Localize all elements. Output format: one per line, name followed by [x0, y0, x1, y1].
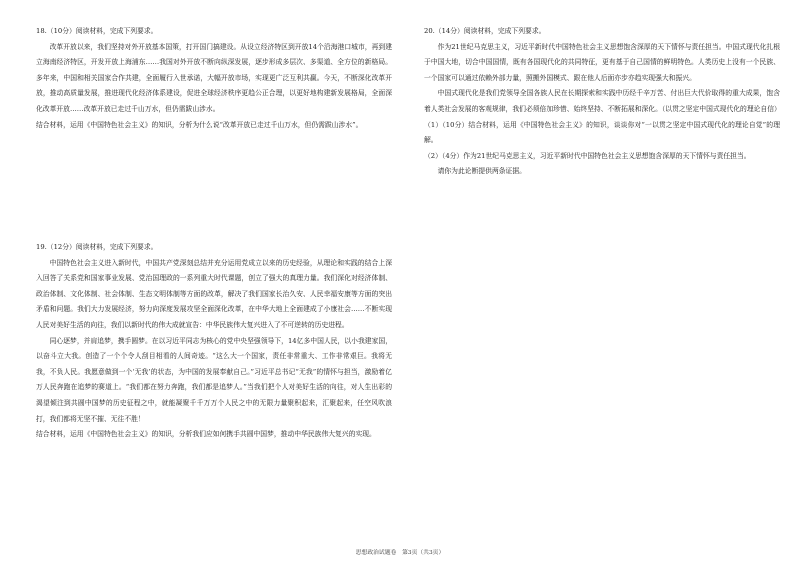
question-20-note: 请你为此论断提供两条证据。: [437, 167, 526, 176]
question-20-sub-2: （2）（4分）作为21世纪马克思主义，习近平新时代中国特色社会主义思想饱含深厚的天下情怀与责任担当。: [424, 151, 751, 160]
page-footer: 思想政治试题卷 第3页（共3页）: [355, 550, 445, 556]
question-18: [36, 24, 392, 133]
question-19-heading: 19.（12分）阅读材料，完成下列要求。: [36, 243, 158, 251]
right-column: [424, 24, 780, 180]
question-20-sub-1: （1）（10分）结合材料，运用《中国特色社会主义》的知识，谈谈你对“一以贯之坚定中国式现代化的理论自觉”的理解。: [424, 120, 780, 145]
question-18-heading: 18.（10分）阅读材料，完成下列要求。: [36, 27, 158, 35]
left-column: [36, 24, 392, 133]
question-20-material-2: 中国式现代化是我们党领导全国各族人民在长期探索和实践中历经千辛万苦、付出巨大代价取得的重大成果，饱含着人类社会发展的客观规律，我们必须倍加珍惜、始终坚持、不断拓展和深化。（以贯之坚定中国式现代化的理论自信）: [424, 89, 781, 113]
question-19-material-1: 中国特色社会主义进入新时代，中国共产党深刻总结并充分运用党成立以来的历史经验，从理论和实践的结合上深入回答了关系党和国家事业发展、党治国理政的一系列重大时代课题，创立了强大的真理力量。我们深化对经济体制、政治体制、文化体制、社会体制、生态文明体制等方面的改革，解决了我们国家长治久安、人民幸福安康等方面的突出矛盾和问题。我们大力发展经济，努力向深度发展攻坚全面深化改革，在中华大地上全面建成了小康社会……不断实现人民对美好生活的向往，我们以新时代的伟大成就宣告：中华民族伟大复兴进入了不可逆转的历史进程。: [36, 258, 392, 329]
question-18-material: 改革开放以来，我们坚持对外开放基本国策，打开国门搞建设。从设立经济特区到开放14个沿海港口城市，再到建立海南经济特区，开发开放上海浦东……我国对外开放不断向纵深发展，逐步形成多层次、多渠道、全方位的新格局。多年来，中国和相关国家合作共建，全面履行入世承诺，大幅开放市场，实现更广泛互利共赢。今天，不断深化改革开放，推动高质量发展，推进现代化经济体系建设，促进全球经济秩序更趋公正合理，以更好地构建新发展格局，全面深化改革开放……改革开放已走过千山万水，但仍需跋山涉水。: [36, 42, 392, 113]
question-19-material-2: 同心逐梦，并肩追梦，携手圆梦。在以习近平同志为核心的党中央坚强领导下，14亿多中国人民，以小我建家国，以奋斗立大我。创造了一个个令人刮目相看的人间奇迹。“这么大一个国家，责任非常重大、工作非常艰巨。我将无我，不负人民。我愿意做到一个‘无我’的状态，为中国的发展奉献自己。”习近平总书记“无我”的情怀与担当，激励着亿万人民奔跑在追梦的赛道上。“我们都在努力奔跑，我们都是追梦人。”当我们把个人对美好生活的向往，对人生出彩的渴望倾注到共圆中国梦的历史征程之中，就能凝聚千千万万个人民之中的无限力量聚积起来，汇聚起来，任空风吹浪打，我们都将无坚不摧、无往不胜！: [36, 336, 392, 423]
question-20-material-1: 作为21世纪马克思主义，习近平新时代中国特色社会主义思想饱含深厚的天下情怀与责任担当。中国式现代化扎根于中国大地，切合中国国情，既有各国现代化的共同特征，更有基于自己国情的鲜明特色。人类历史上没有一个民族、一个国家可以通过依赖外部力量，照搬外国模式、跟在他人后面亦步亦趋实现强大和振兴。: [424, 42, 780, 82]
question-18-task: 结合材料，运用《中国特色社会主义》的知识，分析为什么说“改革开放已走过千山万水，但仍需跋山涉水”。: [36, 120, 363, 129]
question-20: [424, 24, 780, 180]
question-19-task: 结合材料，运用《中国特色社会主义》的知识，分析我们应如何携手共圆中国梦，推动中华民族伟大复兴的实现。: [36, 430, 376, 439]
question-20-heading: 20.（14分）阅读材料，完成下列要求。: [424, 27, 546, 35]
question-19: [36, 240, 392, 443]
